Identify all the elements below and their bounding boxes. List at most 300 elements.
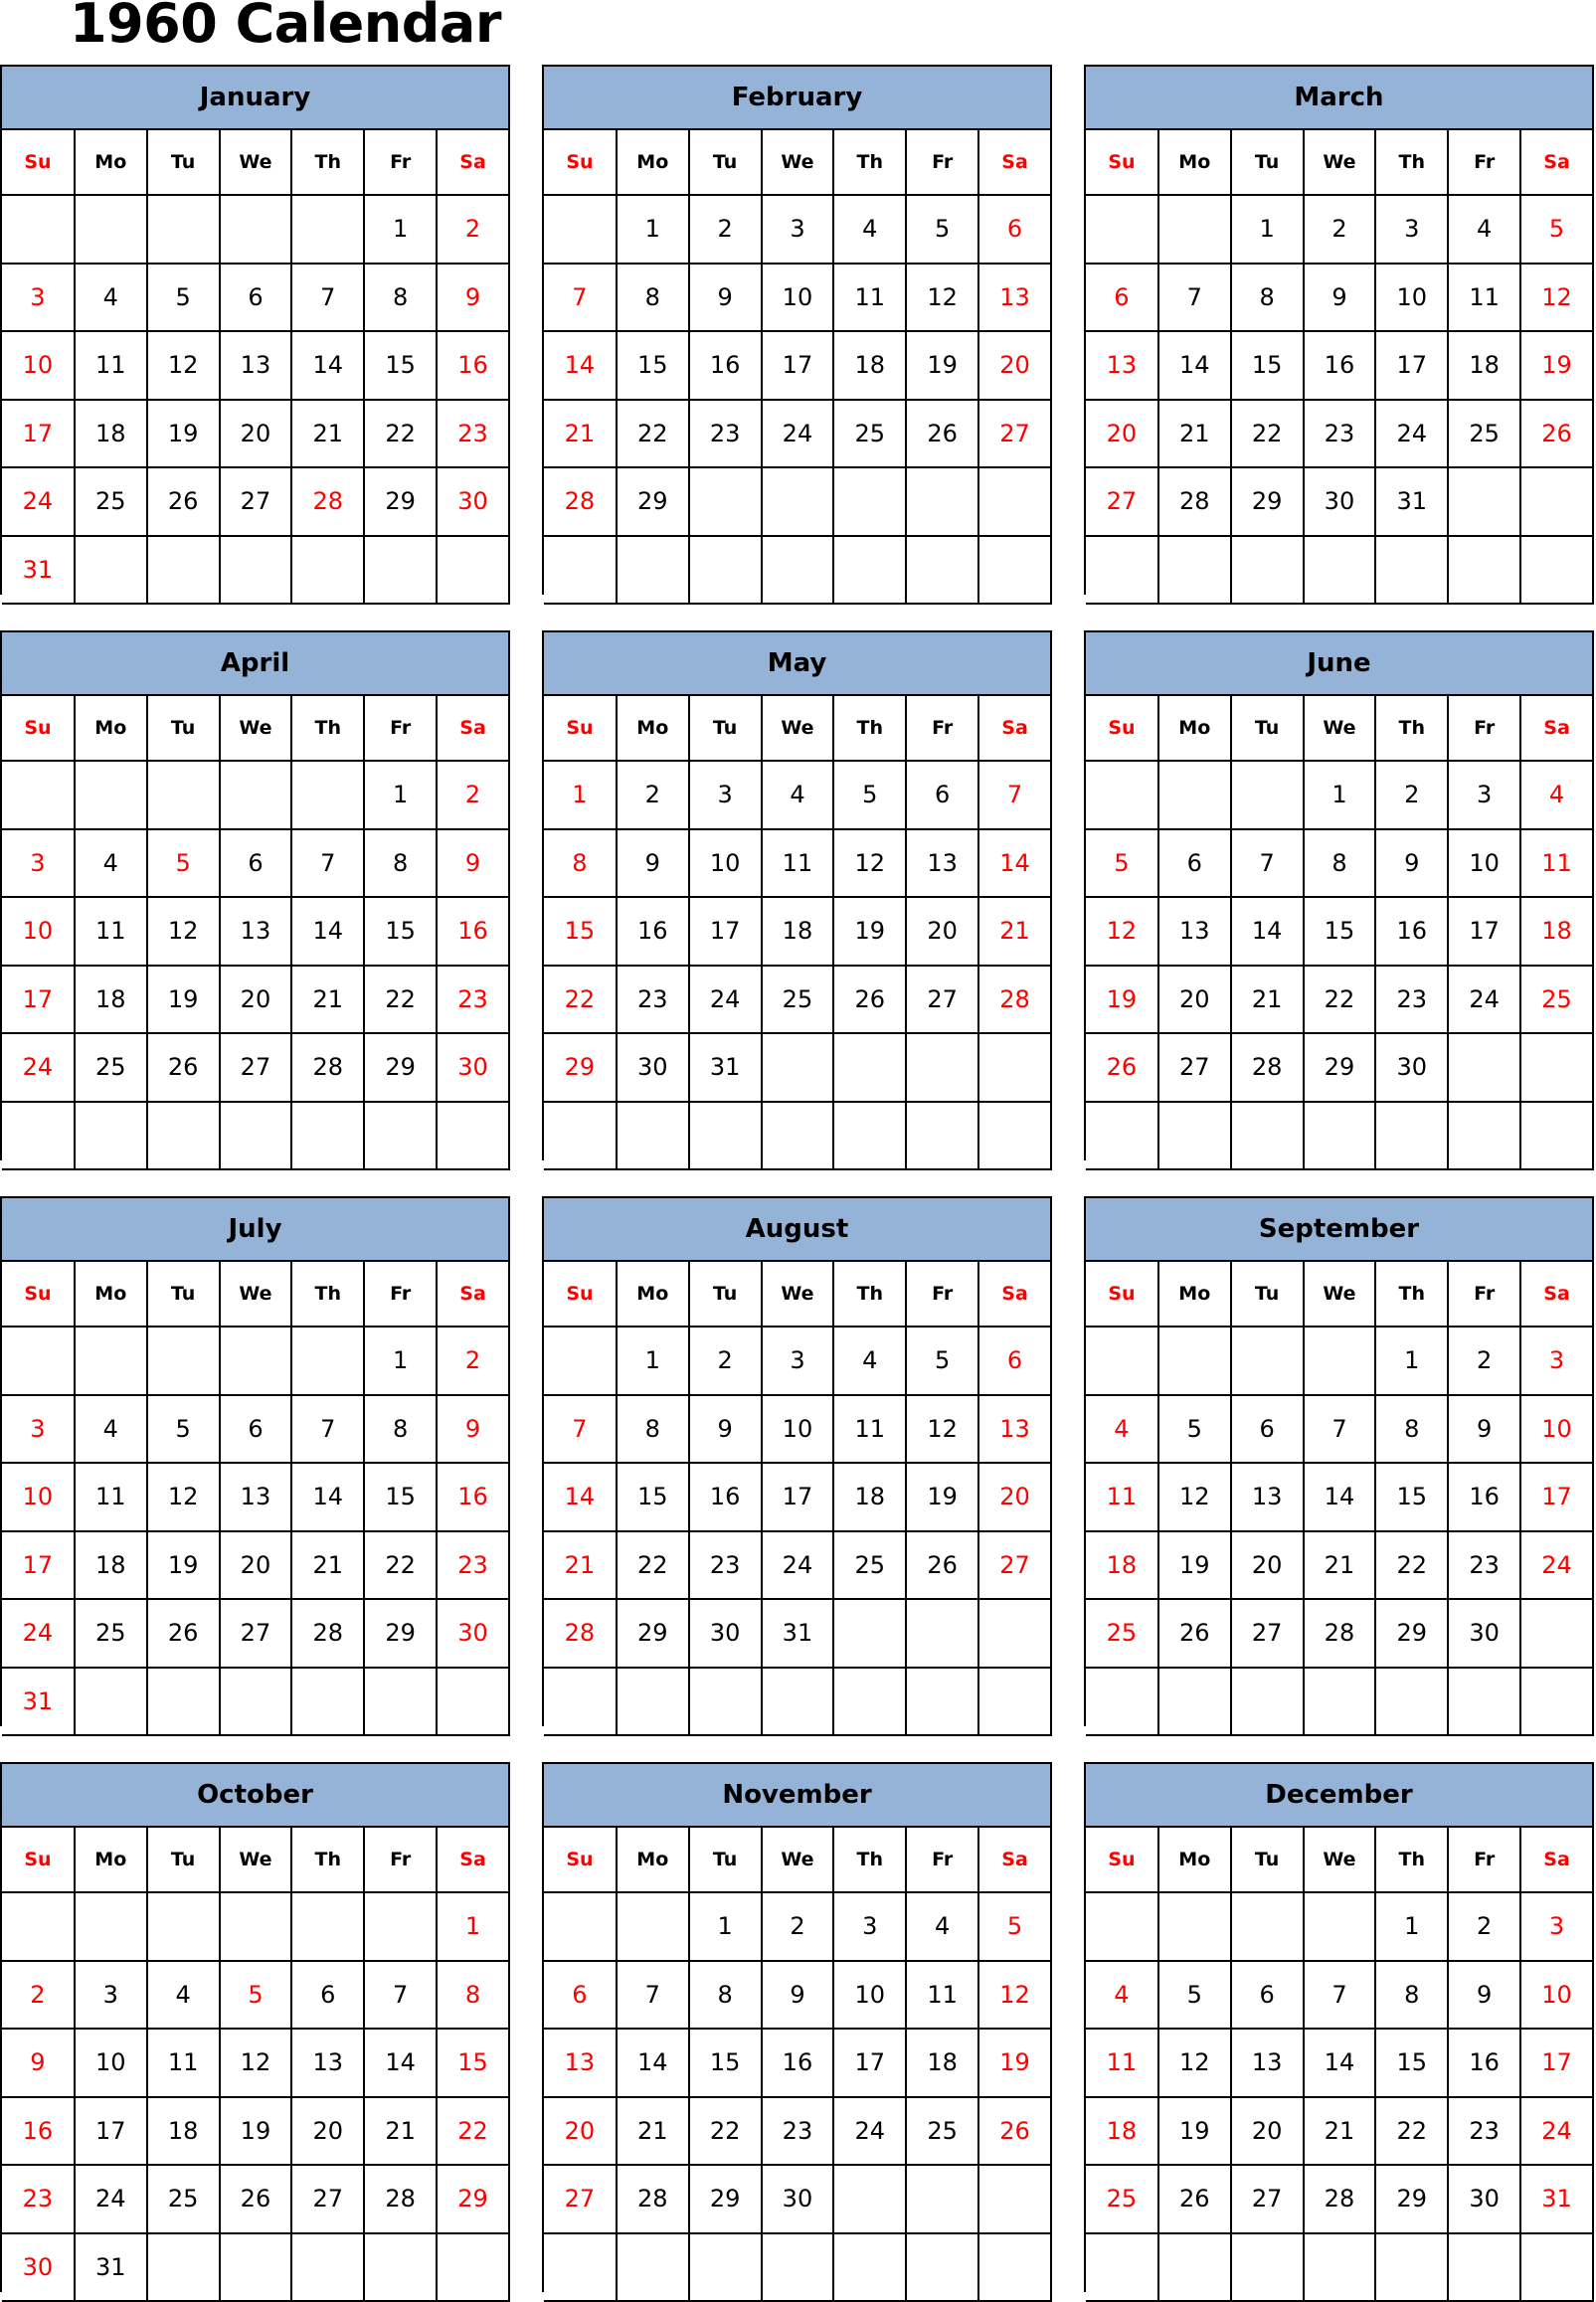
day-cell — [906, 1668, 978, 1736]
day-cell: 9 — [1448, 1395, 1520, 1464]
day-cell: 31 — [2, 1668, 75, 1736]
day-cell: 31 — [689, 1033, 762, 1102]
day-cell: 25 — [906, 2097, 978, 2166]
day-cell: 13 — [978, 1395, 1051, 1464]
day-cell — [291, 1892, 364, 1961]
day-cell — [906, 1599, 978, 1668]
day-cell: 17 — [1448, 897, 1520, 966]
day-cell: 23 — [1304, 400, 1376, 468]
day-cell — [1520, 536, 1593, 605]
month-january — [0, 65, 510, 595]
day-cell: 31 — [75, 2233, 147, 2302]
weekday-label: Mo — [1158, 1828, 1231, 1892]
weekday-label: Tu — [689, 1828, 762, 1892]
day-cell — [75, 1892, 147, 1961]
weekday-label: Mo — [1158, 696, 1231, 761]
day-cell: 13 — [544, 2029, 617, 2097]
week-row — [1086, 195, 1593, 264]
month-table — [544, 1828, 1052, 2302]
day-cell: 23 — [617, 966, 689, 1034]
day-cell: 14 — [978, 829, 1051, 898]
weekday-label: Su — [544, 1828, 617, 1892]
day-cell: 9 — [689, 1395, 762, 1464]
weekday-label: Mo — [75, 130, 147, 195]
day-cell: 14 — [1304, 2029, 1376, 2097]
day-cell: 12 — [147, 331, 220, 400]
day-cell: 23 — [1448, 1531, 1520, 1600]
day-cell: 7 — [291, 264, 364, 332]
day-cell: 19 — [906, 331, 978, 400]
weekday-label: Tu — [689, 696, 762, 761]
weekday-label: Sa — [978, 1828, 1051, 1892]
day-cell: 24 — [762, 400, 834, 468]
day-cell: 16 — [617, 897, 689, 966]
week-row — [1086, 331, 1593, 400]
weekday-label: Tu — [1231, 130, 1304, 195]
day-cell: 1 — [1231, 195, 1304, 264]
month-name: September — [1086, 1196, 1594, 1262]
day-cell: 22 — [364, 400, 437, 468]
weekday-label: Fr — [1448, 1262, 1520, 1327]
day-cell: 3 — [2, 829, 75, 898]
day-cell — [1158, 195, 1231, 264]
day-cell — [1086, 536, 1158, 605]
day-cell: 21 — [544, 400, 617, 468]
day-cell — [689, 1102, 762, 1170]
week-row — [2, 966, 509, 1034]
day-cell: 11 — [833, 264, 906, 332]
day-cell: 23 — [2, 2165, 75, 2233]
week-row — [1086, 2029, 1593, 2097]
day-cell: 11 — [75, 1463, 147, 1531]
day-cell: 5 — [833, 761, 906, 829]
day-cell: 29 — [617, 1599, 689, 1668]
day-cell: 12 — [147, 897, 220, 966]
day-cell — [291, 1327, 364, 1395]
day-cell — [617, 536, 689, 605]
day-cell: 10 — [833, 1961, 906, 2030]
day-cell — [291, 195, 364, 264]
weekday-label: Th — [833, 130, 906, 195]
day-cell: 19 — [1158, 2097, 1231, 2166]
week-row — [544, 1463, 1051, 1531]
weekday-label: Mo — [75, 1262, 147, 1327]
day-cell: 9 — [2, 2029, 75, 2097]
day-cell — [147, 1668, 220, 1736]
day-cell: 29 — [1304, 1033, 1376, 1102]
day-cell: 4 — [906, 1892, 978, 1961]
day-cell: 20 — [1231, 2097, 1304, 2166]
day-cell — [1086, 195, 1158, 264]
weekday-label: Fr — [364, 1262, 437, 1327]
weekday-label: Su — [2, 1262, 75, 1327]
day-cell: 25 — [75, 1033, 147, 1102]
day-cell — [147, 1892, 220, 1961]
day-cell: 19 — [1520, 331, 1593, 400]
day-cell: 10 — [1520, 1961, 1593, 2030]
day-cell — [1231, 536, 1304, 605]
day-cell: 11 — [833, 1395, 906, 1464]
day-cell: 12 — [1158, 1463, 1231, 1531]
week-row — [1086, 1599, 1593, 1668]
month-table — [544, 130, 1052, 605]
day-cell: 27 — [220, 1599, 292, 1668]
day-cell: 13 — [1231, 1463, 1304, 1531]
weekday-label: Th — [1375, 1828, 1448, 1892]
day-cell: 29 — [544, 1033, 617, 1102]
weekday-label: Su — [544, 1262, 617, 1327]
day-cell — [978, 1599, 1051, 1668]
day-cell: 3 — [1520, 1327, 1593, 1395]
day-cell: 2 — [1448, 1892, 1520, 1961]
day-cell: 22 — [364, 1531, 437, 1600]
day-cell — [906, 467, 978, 536]
day-cell: 7 — [291, 829, 364, 898]
day-cell: 30 — [617, 1033, 689, 1102]
weekday-label: Sa — [437, 130, 509, 195]
day-cell: 15 — [1375, 2029, 1448, 2097]
day-cell: 1 — [364, 195, 437, 264]
day-cell: 12 — [906, 1395, 978, 1464]
day-cell: 20 — [1231, 1531, 1304, 1600]
day-cell — [1231, 1668, 1304, 1736]
day-cell — [291, 1102, 364, 1170]
day-cell — [1158, 1102, 1231, 1170]
week-row — [544, 1961, 1051, 2030]
day-cell: 6 — [1086, 264, 1158, 332]
day-cell: 11 — [906, 1961, 978, 2030]
day-cell: 3 — [762, 1327, 834, 1395]
day-cell: 19 — [978, 2029, 1051, 2097]
day-cell — [220, 761, 292, 829]
day-cell — [617, 1102, 689, 1170]
day-cell: 3 — [75, 1961, 147, 2030]
day-cell: 1 — [544, 761, 617, 829]
day-cell — [978, 2233, 1051, 2302]
month-name: May — [544, 630, 1052, 696]
day-cell — [291, 536, 364, 605]
day-cell: 16 — [437, 1463, 509, 1531]
day-cell: 14 — [1231, 897, 1304, 966]
day-cell: 15 — [1231, 331, 1304, 400]
day-cell: 28 — [978, 966, 1051, 1034]
day-cell: 3 — [1520, 1892, 1593, 1961]
day-cell: 13 — [220, 1463, 292, 1531]
day-cell — [906, 1102, 978, 1170]
weekday-label: Tu — [147, 1262, 220, 1327]
week-row — [1086, 467, 1593, 536]
day-cell — [220, 1102, 292, 1170]
weekday-row — [1086, 130, 1593, 195]
month-april — [0, 630, 510, 1160]
day-cell: 23 — [689, 400, 762, 468]
week-row — [544, 1668, 1051, 1736]
day-cell: 26 — [906, 400, 978, 468]
day-cell: 21 — [1304, 2097, 1376, 2166]
day-cell: 10 — [75, 2029, 147, 2097]
day-cell: 30 — [2, 2233, 75, 2302]
day-cell: 26 — [147, 1033, 220, 1102]
week-row — [2, 761, 509, 829]
day-cell — [1304, 1327, 1376, 1395]
day-cell: 20 — [978, 331, 1051, 400]
day-cell — [75, 1668, 147, 1736]
day-cell: 27 — [1086, 467, 1158, 536]
weekday-row — [1086, 1828, 1593, 1892]
day-cell: 6 — [220, 829, 292, 898]
day-cell: 17 — [1520, 1463, 1593, 1531]
day-cell: 13 — [1231, 2029, 1304, 2097]
weekday-label: Sa — [437, 696, 509, 761]
day-cell: 30 — [437, 467, 509, 536]
day-cell: 4 — [762, 761, 834, 829]
day-cell: 29 — [1375, 1599, 1448, 1668]
day-cell: 20 — [220, 1531, 292, 1600]
day-cell: 10 — [2, 897, 75, 966]
day-cell: 4 — [1520, 761, 1593, 829]
day-cell: 29 — [437, 2165, 509, 2233]
day-cell: 9 — [437, 829, 509, 898]
day-cell: 6 — [906, 761, 978, 829]
week-row — [1086, 897, 1593, 966]
day-cell: 1 — [617, 195, 689, 264]
day-cell: 3 — [1448, 761, 1520, 829]
day-cell — [689, 2233, 762, 2302]
day-cell: 15 — [544, 897, 617, 966]
day-cell — [291, 1668, 364, 1736]
day-cell — [1158, 761, 1231, 829]
day-cell: 8 — [437, 1961, 509, 2030]
month-february — [542, 65, 1052, 595]
day-cell: 2 — [689, 195, 762, 264]
day-cell — [544, 1102, 617, 1170]
day-cell: 4 — [147, 1961, 220, 2030]
week-row — [1086, 829, 1593, 898]
day-cell — [1304, 1668, 1376, 1736]
day-cell: 13 — [291, 2029, 364, 2097]
weekday-label: Mo — [617, 130, 689, 195]
day-cell: 25 — [833, 400, 906, 468]
day-cell — [762, 1668, 834, 1736]
month-name: August — [544, 1196, 1052, 1262]
day-cell: 25 — [762, 966, 834, 1034]
day-cell: 3 — [2, 1395, 75, 1464]
day-cell — [1448, 1033, 1520, 1102]
day-cell: 23 — [437, 966, 509, 1034]
day-cell — [2, 1327, 75, 1395]
weekday-label: Mo — [1158, 130, 1231, 195]
day-cell: 29 — [617, 467, 689, 536]
day-cell — [978, 467, 1051, 536]
day-cell: 29 — [364, 1599, 437, 1668]
day-cell: 6 — [544, 1961, 617, 2030]
week-row — [2, 467, 509, 536]
day-cell: 7 — [617, 1961, 689, 2030]
weekday-label: We — [1304, 696, 1376, 761]
day-cell — [220, 2233, 292, 2302]
day-cell — [75, 1327, 147, 1395]
day-cell: 18 — [75, 966, 147, 1034]
week-row — [1086, 1961, 1593, 2030]
day-cell: 28 — [544, 1599, 617, 1668]
day-cell: 22 — [1304, 966, 1376, 1034]
day-cell: 30 — [437, 1033, 509, 1102]
day-cell — [1375, 536, 1448, 605]
day-cell — [1086, 1892, 1158, 1961]
day-cell: 30 — [762, 2165, 834, 2233]
day-cell: 1 — [689, 1892, 762, 1961]
day-cell — [978, 1033, 1051, 1102]
day-cell — [1158, 1327, 1231, 1395]
day-cell: 27 — [1231, 1599, 1304, 1668]
day-cell: 18 — [75, 1531, 147, 1600]
day-cell: 22 — [364, 966, 437, 1034]
weekday-row — [2, 696, 509, 761]
day-cell: 15 — [1304, 897, 1376, 966]
week-row — [2, 1033, 509, 1102]
week-row — [544, 1599, 1051, 1668]
day-cell — [833, 536, 906, 605]
day-cell — [1520, 1668, 1593, 1736]
weekday-label: Th — [291, 1262, 364, 1327]
day-cell: 9 — [1375, 829, 1448, 898]
day-cell: 13 — [978, 264, 1051, 332]
week-row — [2, 897, 509, 966]
day-cell — [833, 1668, 906, 1736]
page-title: 1960 Calendar — [70, 0, 501, 55]
day-cell: 21 — [617, 2097, 689, 2166]
day-cell: 18 — [1448, 331, 1520, 400]
month-name: December — [1086, 1762, 1594, 1828]
week-row — [2, 1668, 509, 1736]
day-cell: 2 — [1375, 761, 1448, 829]
weekday-label: Tu — [147, 696, 220, 761]
day-cell — [1304, 536, 1376, 605]
month-name: November — [544, 1762, 1052, 1828]
day-cell: 20 — [220, 966, 292, 1034]
day-cell: 6 — [220, 264, 292, 332]
day-cell: 2 — [2, 1961, 75, 2030]
day-cell: 16 — [1448, 2029, 1520, 2097]
day-cell: 13 — [1086, 331, 1158, 400]
weekday-row — [1086, 696, 1593, 761]
day-cell: 15 — [364, 897, 437, 966]
weekday-row — [544, 696, 1051, 761]
weekday-label: Tu — [689, 1262, 762, 1327]
weekday-label: Sa — [978, 696, 1051, 761]
day-cell: 14 — [1304, 1463, 1376, 1531]
day-cell: 14 — [544, 331, 617, 400]
day-cell — [978, 1668, 1051, 1736]
day-cell: 27 — [1158, 1033, 1231, 1102]
weekday-row — [544, 1262, 1051, 1327]
day-cell — [75, 1102, 147, 1170]
month-table — [2, 1262, 510, 1736]
day-cell — [689, 536, 762, 605]
day-cell: 16 — [1375, 897, 1448, 966]
day-cell — [364, 536, 437, 605]
week-row — [2, 2029, 509, 2097]
day-cell: 9 — [1304, 264, 1376, 332]
day-cell: 17 — [2, 1531, 75, 1600]
weekday-label: Sa — [978, 1262, 1051, 1327]
day-cell: 30 — [1448, 1599, 1520, 1668]
day-cell — [220, 536, 292, 605]
weekday-label: Mo — [617, 1262, 689, 1327]
day-cell — [1231, 761, 1304, 829]
day-cell: 10 — [762, 264, 834, 332]
weekday-label: Th — [833, 1828, 906, 1892]
day-cell: 5 — [1158, 1961, 1231, 2030]
day-cell: 15 — [617, 331, 689, 400]
day-cell: 8 — [1231, 264, 1304, 332]
day-cell: 30 — [437, 1599, 509, 1668]
day-cell: 11 — [75, 897, 147, 966]
weekday-label: We — [220, 1262, 292, 1327]
day-cell: 24 — [2, 1033, 75, 1102]
day-cell: 9 — [689, 264, 762, 332]
week-row — [2, 1961, 509, 2030]
weekday-label: Fr — [1448, 696, 1520, 761]
day-cell: 10 — [1375, 264, 1448, 332]
weekday-label: Sa — [1520, 696, 1593, 761]
week-row — [1086, 1531, 1593, 1600]
day-cell: 8 — [364, 1395, 437, 1464]
day-cell: 14 — [291, 331, 364, 400]
day-cell — [1086, 1327, 1158, 1395]
day-cell — [978, 1102, 1051, 1170]
day-cell — [1086, 2233, 1158, 2302]
weekday-label: Mo — [75, 1828, 147, 1892]
week-row — [1086, 1395, 1593, 1464]
weekday-label: We — [1304, 130, 1376, 195]
day-cell — [833, 1102, 906, 1170]
day-cell: 29 — [364, 467, 437, 536]
day-cell: 26 — [147, 467, 220, 536]
week-row — [544, 264, 1051, 332]
day-cell — [689, 1668, 762, 1736]
day-cell — [544, 1668, 617, 1736]
day-cell: 11 — [762, 829, 834, 898]
day-cell: 1 — [617, 1327, 689, 1395]
day-cell — [833, 2165, 906, 2233]
week-row — [2, 2097, 509, 2166]
day-cell: 24 — [2, 467, 75, 536]
weekday-label: Th — [291, 130, 364, 195]
day-cell: 18 — [75, 400, 147, 468]
day-cell: 24 — [1520, 1531, 1593, 1600]
day-cell: 2 — [437, 1327, 509, 1395]
weekday-label: Fr — [364, 696, 437, 761]
day-cell: 7 — [1231, 829, 1304, 898]
day-cell: 25 — [75, 467, 147, 536]
day-cell: 12 — [220, 2029, 292, 2097]
week-row — [2, 536, 509, 605]
day-cell: 27 — [220, 1033, 292, 1102]
month-table — [1086, 1262, 1594, 1736]
day-cell: 12 — [1158, 2029, 1231, 2097]
day-cell — [762, 1033, 834, 1102]
day-cell: 9 — [437, 1395, 509, 1464]
day-cell — [1231, 1892, 1304, 1961]
day-cell: 5 — [1086, 829, 1158, 898]
day-cell: 17 — [1520, 2029, 1593, 2097]
day-cell — [147, 1327, 220, 1395]
day-cell — [906, 1033, 978, 1102]
day-cell: 17 — [833, 2029, 906, 2097]
weekday-label: Tu — [147, 130, 220, 195]
day-cell — [1158, 1892, 1231, 1961]
